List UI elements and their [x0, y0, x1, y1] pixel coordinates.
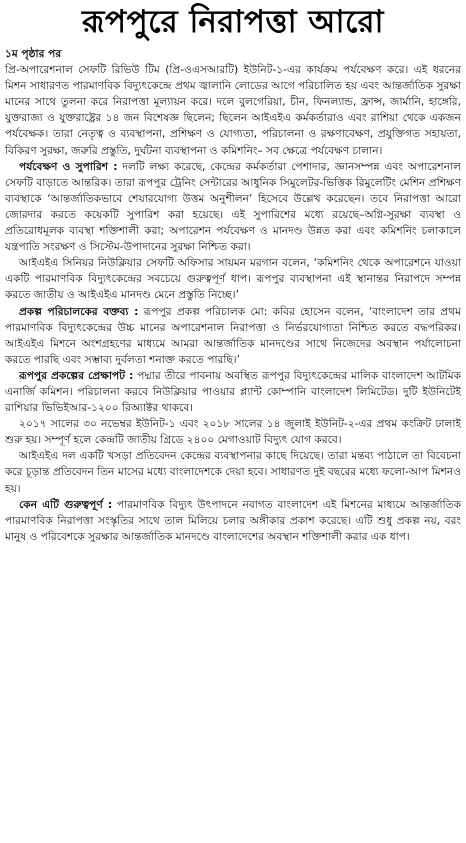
- paragraph-text: ২০১৭ সালের ৩০ নভেম্বর ইউনিট-১ এবং ২০১৮ সালের ১৪ জুলাই ইউনিট-২-এর প্রথম কংক্রিট ঢালাই শুরু হয়। সম্পূর্ণ হলে কেন্দ্রটি জাতীয় গ্রিডে ২৪০০ মেগাওয়াট বিদ্যুৎ যোগ করবে।: [5, 418, 461, 447]
- paragraph-text: রূপপুর প্রকল্প পরিচালক মো: কবির হোসেন বলেন, ‘বাংলাদেশ তার প্রথম পারমাণবিক বিদ্যুৎকেন্দ্রের উচ্চ মানের অপারেশনাল নিরাপত্তা ও নির্ভরযোগ্যতা নিশ্চিত করতে বদ্ধপরিকর। আইএইএ মিশনে অংশগ্রহণের মাধ্যমে আমরা আন্তর্জাতিক মানদণ্ডের সাথে নিজেদের অবস্থান পর্যালোচনা করতে পারছি এবং সম্ভাব্য দুর্বলতা শনাক্ত করতে পারছি।’: [5, 305, 461, 366]
- subheading-director-statement: প্রকল্প পরিচালকের বক্তব্য :: [19, 305, 139, 318]
- paragraph-text: আইএইএ সিনিয়র নিউক্লিয়ার সেফটি অফিসার সায়মন মরগান বলেন, ‘কমিশনিং থেকে অপারেশনে যাওয়া একটি পারমাণবিক বিদ্যুৎকেন্দ্রের সবচেয়ে গুরুত্বপূর্ণ ধাপ। রূপপুর ব্যবস্থাপনা এই স্থানান্তর নিরাপদে সম্পন্ন করতে জাতীয় ও আইএইএ মানদণ্ড মেনে প্রস্তুতি নিচ্ছে।’: [5, 257, 461, 302]
- paragraph-importance: [5, 497, 461, 545]
- subheading-observations: পর্যবেক্ষণ ও সুপারিশ :: [19, 160, 118, 173]
- paragraph-director-statement: [5, 304, 461, 368]
- paragraph-text: পদ্মার তীরে পাবনায় অবস্থিত রূপপুর বিদ্যুৎকেন্দ্রের মালিক বাংলাদেশ আটমিক এনার্জি কমিশন। পরিচালনা করবে নিউক্লিয়ার পাওয়ার প্ল্যান্ট কোম্পানি বাংলাদেশ লিমিটেড। দুটি ইউনিটেই রাশিয়ার ভিভিইআর-১২০০ রিঅ্যাক্টর থাকবে।: [5, 369, 461, 415]
- paragraph-construction-dates: [5, 416, 461, 448]
- paragraph-draft-report: [5, 448, 461, 496]
- article-body: [5, 46, 461, 841]
- subheading-background: রূপপুর প্রকল্পের প্রেক্ষাপট :: [19, 369, 134, 382]
- subheading-importance: কেন এটি গুরুত্বপূর্ণ :: [19, 498, 113, 511]
- continued-from-label: ১ম পৃষ্ঠার পর: [5, 48, 62, 60]
- paragraph-1: [5, 62, 461, 159]
- paragraph-text: প্রি-অপারেশনাল সেফটি রিভিউ টিম (প্রি-ওএসআরটি) ইউনিট-১-এর কার্যক্রম পর্যবেক্ষণ করে। এই ধরনের মিশন সাধারণত পারমাণবিক বিদ্যুৎকেন্দ্রে প্রথম জ্বালানি লোডের আগে পরিচালিত হয় এবং আন্তর্জাতিক সুরক্ষা মানের সাথে তুলনা করে নিরাপত্তা মূল্যায়ন করে। দলে বুলগেরিয়া, চীন, ফিনল্যান্ড, ফ্রান্স, জার্মানি, হাঙ্গেরি, যুক্তরাজ্য ও যুক্তরাষ্ট্রের ১৪ জন বিশেষজ্ঞ ছিলেন; ছিলেন আইএইএ কর্মকর্তারাও এবং রাশিয়া থেকে একজন পর্যবেক্ষক। তারা নেতৃত্ব ও ব্যবস্থাপনা, প্রশিক্ষণ ও যোগ্যতা, পরিচালনা ও রক্ষণাবেক্ষণ, প্রযুক্তিগত সহায়তা, বিকিরণ সুরক্ষা, জরুরি প্রস্তুতি, দুর্ঘটনা ব্যবস্থাপনা ও কমিশনিং– সব ক্ষেত্রে পর্যবেক্ষণ চালান।: [5, 64, 461, 157]
- paragraph-observations: [5, 159, 461, 256]
- paragraph-text: পারমাণবিক বিদ্যুৎ উৎপাদনে নবাগত বাংলাদেশ এই মিশনের মাধ্যমে আন্তর্জাতিক পারমাণবিক নিরাপত্তা সংস্কৃতির সাথে তাল মিলিয়ে চলার অঙ্গীকার প্রকাশ করেছে। এটি শুধু প্রকল্প নয়, বরং মানুষ ও পরিবেশকে সুরক্ষার আন্তর্জাতিক মানদণ্ডে বাংলাদেশের অবস্থান শক্তিশালী করার এক ধাপ।: [5, 498, 461, 543]
- paragraph-background: [5, 368, 461, 416]
- headline: রূপপুরে নিরাপত্তা আরো: [81, 4, 385, 40]
- paragraph-text: দলটি লক্ষ্য করেছে, কেন্দ্রের কর্মকর্তারা পেশাদার, জ্ঞানসম্পন্ন এবং অপারেশনাল সেফটি বাড়াতে আন্তরিক। তারা রূপপুর ট্রেনিং সেন্টারের আধুনিক সিমুলেটর-ভিত্তিক রিমুলেটিং মেশিন প্রশিক্ষণ ব্যবস্থাকে ‘আন্তর্জাতিকভাবে শেয়ারযোগ্য উত্তম অনুশীলন’ হিসেবে উল্লেখ করেছেন। তবে নিরাপত্তা আরো জোরদার করতে কয়েকটি সুপারিশ করা হয়েছে। এই সুপারিশের মধ্যে রয়েছে–অগ্নি-সুরক্ষা ব্যবস্থা ও প্রতিরোধমূলক ব্যবস্থা শক্তিশালী করা; অপারেশন পর্যবেক্ষণ ও মানদণ্ড উন্নত করা এবং কমিশনিং চলাকালে যন্ত্রপাতি সংরক্ষণ ও সিস্টেম-উপাদানের সুরক্ষা নিশ্চিত করা।: [5, 160, 461, 254]
- paragraph-quote-morgan: [5, 255, 461, 303]
- paragraph-text: আইএইএ দল একটি খসড়া প্রতিবেদন কেন্দ্রের ব্যবস্থাপনার কাছে দিয়েছে। তারা মন্তব্য পাঠালে তা বিবেচনা করে চূড়ান্ত প্রতিবেদন তিন মাসের মধ্যে বাংলাদেশকে দেয়া হবে। সাধারণত দুই বছরের মধ্যে ফলো-আপ মিশনও হয়।: [5, 450, 461, 495]
